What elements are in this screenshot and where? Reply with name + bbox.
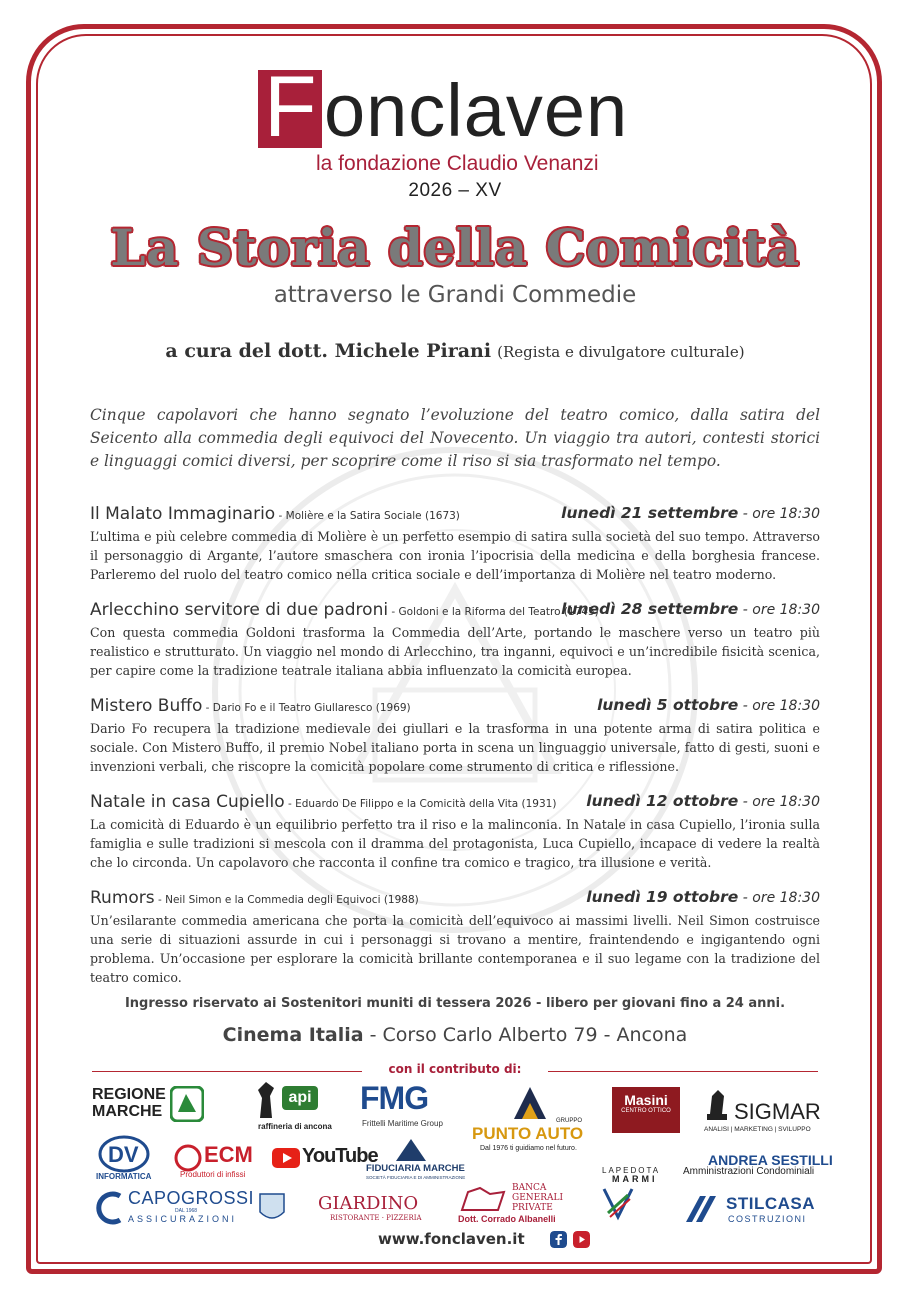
- event-title: Natale in casa Cupiello: [90, 792, 285, 812]
- sponsor-api: api: [282, 1086, 318, 1110]
- event-description: La comicità di Eduardo è un equilibrio perfetto tra il riso e la malinconia. In Natale in casa Cupiello, l’ironia sulla famiglia e sulle tradizioni si mescola con il dramma del protagonista, Luca Cupiello, incapace di vedere la realtà che lo circonda. Un capolavoro che racconta il confine tra comico e tragico, tra illusione e verità.: [90, 817, 820, 870]
- capogrossi-icon: [92, 1190, 124, 1226]
- event-subtitle: - Goldoni e la Riforma del Teatro (1745): [388, 606, 599, 618]
- fiduciaria-icon: [394, 1137, 428, 1163]
- access-note: Ingresso riservato ai Sostenitori muniti di tessera 2026 - libero per giovani fino a 24 anni.: [124, 996, 786, 1011]
- sponsor-capogrossi-sub: ASSICURAZIONI: [128, 1214, 238, 1224]
- logo-wordmark: onclaven: [324, 69, 629, 152]
- event-date: [586, 888, 820, 906]
- sponsor-fiduciaria: FIDUCIARIA MARCHE: [366, 1163, 465, 1174]
- sponsor-punto-small: GRUPPO: [556, 1118, 583, 1124]
- sponsor-lapedota-line2: MARMI: [612, 1174, 658, 1184]
- sponsor-sigmar: SIGMAR: [734, 1099, 821, 1124]
- sponsor-banca-line1: BANCA: [512, 1183, 547, 1193]
- event-time: - ore 18:30: [738, 602, 820, 618]
- sponsor-fmg: FMG: [360, 1080, 429, 1116]
- sponsor-banca-line3: PRIVATE: [512, 1203, 553, 1213]
- main-title: La Storia della Comicità: [110, 218, 800, 277]
- sponsor-fmg-sub: Frittelli Maritime Group: [362, 1119, 443, 1128]
- edition-label: 2026 – XV: [408, 180, 502, 201]
- website-link[interactable]: www.fonclaven.it: [378, 1230, 525, 1248]
- event-date: [561, 504, 820, 522]
- sponsor-regione-line2: MARCHE: [92, 1103, 163, 1120]
- event-date-text: lunedì 5 ottobre: [597, 696, 739, 714]
- ecm-icon: [174, 1144, 202, 1172]
- sponsor-giardino: GIARDINO: [318, 1193, 419, 1214]
- sponsor-fiduciaria-sub: SOCIETÀ FIDUCIARIA E DI AMMINISTRAZIONE: [366, 1175, 466, 1180]
- sponsor-sestilli: ANDREA SESTILLI: [708, 1152, 833, 1168]
- event-item: [90, 696, 820, 776]
- sponsor-lapedota-line1: LAPEDOTA: [602, 1166, 661, 1175]
- sponsor-giardino-sub: RISTORANTE · PIZZERIA: [330, 1214, 422, 1222]
- event-item: [90, 600, 820, 680]
- logo-red-box: [258, 59, 322, 155]
- punto-auto-icon: [510, 1085, 550, 1121]
- sponsor-banca-sub: Dott. Corrado Albanelli: [458, 1214, 556, 1224]
- lapedota-icon: [600, 1185, 636, 1221]
- event-description: L’ultima e più celebre commedia di Molière è un perfetto esempio di satira sulla società del suo tempo. Attraverso il personaggio di Argante, l’autore smaschera con ironia l’ipocrisia della medicina e della borghesia francese. Parleremo del ruolo del teatro comico nella critica sociale e dell’importanza di Molière nel teatro moderno.: [90, 529, 820, 582]
- event-title: Arlecchino servitore di due padroni: [90, 600, 389, 620]
- event-time: - ore 18:30: [738, 890, 820, 906]
- sponsor-punto-auto: PUNTO AUTO: [472, 1124, 584, 1143]
- event-time: - ore 18:30: [738, 698, 820, 714]
- venue-line: [0, 1024, 910, 1046]
- event-title: Il Malato Immaginario: [90, 504, 276, 524]
- event-title: Mistero Buffo: [90, 696, 203, 716]
- venue-name: Cinema Italia: [222, 1024, 364, 1046]
- sponsor-ecm: ECM: [204, 1142, 253, 1167]
- sponsor-dv-sub: INFORMATICA: [96, 1172, 152, 1181]
- svg-text:DV: DV: [108, 1142, 139, 1167]
- contrib-label: con il contributo di:: [388, 1062, 522, 1076]
- event-description: Dario Fo recupera la tradizione medievale dei giullari e la trasforma in una potente arma di satira politica e sociale. Con Mistero Buffo, il premio Nobel italiano porta in scena un linguaggio universale, fatto di gesti, suoni e invenzioni verbali, che riscopre la comicità popolare come strumento di critica e riflessione.: [90, 721, 820, 774]
- event-date-text: lunedì 21 settembre: [561, 504, 739, 522]
- curator-name: a cura del dott. Michele Pirani: [165, 340, 492, 362]
- regione-marche-icon: [170, 1086, 204, 1122]
- event-date-text: lunedì 12 ottobre: [586, 792, 739, 810]
- curator-line: [0, 340, 910, 362]
- event-time: - ore 18:30: [738, 506, 820, 522]
- sponsor-punto-sub: Dal 1976 ti guidiamo nel futuro.: [480, 1145, 577, 1152]
- sponsor-capogrossi-mid: DAL 1968: [175, 1208, 198, 1214]
- shield-icon: [258, 1192, 286, 1224]
- youtube-social-icon[interactable]: [573, 1231, 590, 1248]
- logo-tagline: la fondazione Claudio Venanzi: [316, 152, 599, 175]
- event-date-text: lunedì 28 settembre: [561, 600, 739, 618]
- sigmar-chess-icon: [704, 1088, 730, 1122]
- facebook-icon[interactable]: [550, 1231, 567, 1248]
- sponsor-youtube: YouTube: [302, 1145, 378, 1167]
- event-description: Con questa commedia Goldoni trasforma la Commedia dell’Arte, portando le maschere verso un teatro più realistico e strutturato. Un viaggio nel mondo di Arlecchino, tra inganni, equivoci e un’incredibile fisicità scenica, per capire come la tradizione teatrale italiana abbia influenzato la comicità europea.: [90, 625, 820, 678]
- event-subtitle: - Molière e la Satira Sociale (1673): [275, 510, 460, 522]
- event-title: Rumors: [90, 888, 155, 908]
- event-item: [90, 792, 820, 872]
- event-item: [90, 888, 820, 987]
- sponsor-stilcasa: STILCASA: [726, 1194, 815, 1213]
- event-subtitle: - Eduardo De Filippo e la Comicità della Vita (1931): [284, 798, 557, 810]
- curator-role: (Regista e divulgatore culturale): [497, 343, 745, 361]
- event-date: [586, 792, 820, 810]
- logo-initial: F: [264, 59, 317, 155]
- sponsor-masini-name: Masini: [624, 1092, 668, 1108]
- event-date: [597, 696, 820, 714]
- intro-paragraph: Cinque capolavori che hanno segnato l’evoluzione del teatro comico, dalla satira del Seicento alla commedia degli equivoci del Novecento. Un viaggio tra autori, contesti storici e linguaggi comici diversi, per scoprire come il riso si sia trasformato nel tempo.: [90, 406, 820, 470]
- sponsor-sigmar-sub: ANALISI | MARKETING | SVILUPPO: [704, 1126, 811, 1133]
- event-time: - ore 18:30: [738, 794, 820, 810]
- sponsor-api-sub: raffineria di ancona: [258, 1122, 332, 1131]
- event-date-text: lunedì 19 ottobre: [586, 888, 739, 906]
- subtitle: attraverso le Grandi Commedie: [273, 282, 637, 308]
- sponsor-stilcasa-sub: COSTRUZIONI: [728, 1214, 807, 1224]
- event-date: [561, 600, 820, 618]
- event-subtitle: - Dario Fo e il Teatro Giullaresco (1969): [202, 702, 411, 714]
- youtube-icon: [272, 1148, 300, 1168]
- sponsor-banca-line2: GENERALI: [512, 1193, 564, 1203]
- dv-informatica-icon: [98, 1134, 150, 1174]
- sponsor-sestilli-sub: Amministrazioni Condominiali: [683, 1166, 815, 1177]
- fonclaven-logo: [258, 59, 658, 180]
- banca-lion-icon: [458, 1184, 508, 1214]
- sponsor-masini: [612, 1087, 680, 1133]
- sponsor-ecm-sub: Produttori di infissi: [180, 1170, 246, 1179]
- sponsor-regione-line1: REGIONE: [92, 1086, 166, 1103]
- api-horse-icon: [252, 1080, 282, 1120]
- sponsor-capogrossi: CAPOGROSSI: [128, 1188, 255, 1208]
- venue-address: - Corso Carlo Alberto 79 - Ancona: [363, 1024, 688, 1046]
- event-description: Un’esilarante commedia americana che porta la comicità dell’equivoco ai massimi livelli. Neil Simon costruisce una serie di situazioni assurde in cui i personaggi si trovano a mentire, fraintendendo e ingigantendo ogni problema. Un’occasione per esplorare la comicità brillante contemporanea e il suo legame con la tradizione del teatro comico.: [90, 913, 820, 985]
- sponsor-regione-marche: [92, 1086, 166, 1120]
- sponsor-banca-generali: [512, 1183, 563, 1213]
- stilcasa-icon: [684, 1194, 720, 1224]
- event-item: [90, 504, 820, 584]
- sponsor-masini-sub: CENTRO OTTICO: [621, 1108, 671, 1114]
- event-subtitle: - Neil Simon e la Commedia degli Equivoci (1988): [154, 894, 419, 906]
